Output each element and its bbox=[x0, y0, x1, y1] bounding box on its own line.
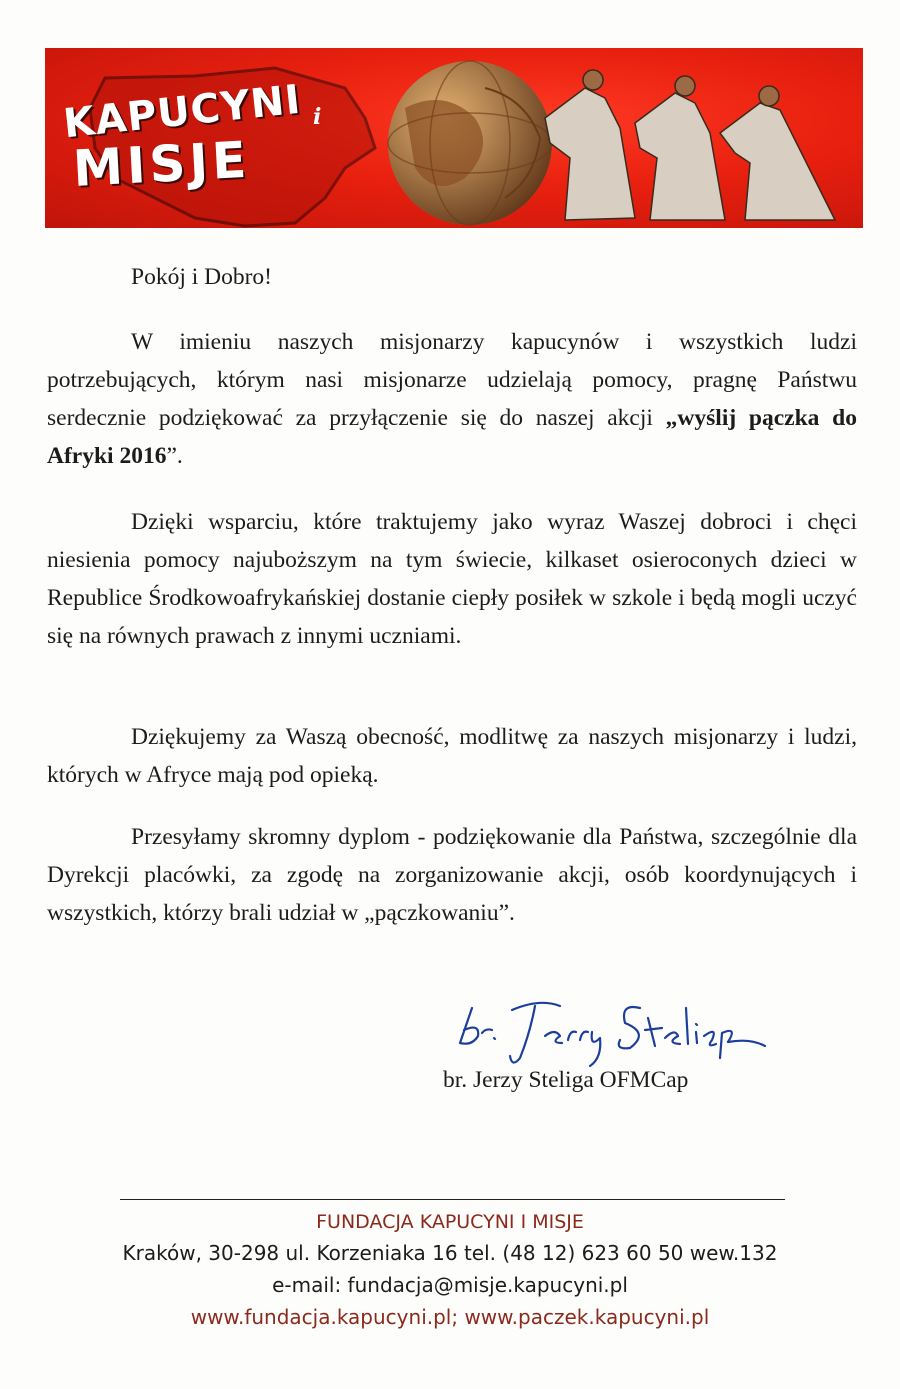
handwritten-signature bbox=[450, 988, 770, 1073]
logo-conjunction: i bbox=[313, 104, 322, 130]
logo-subtitle: MISJE bbox=[71, 130, 252, 198]
logo-title: KAPUCYNI bbox=[61, 76, 304, 148]
paragraph-thanks bbox=[47, 323, 857, 475]
globe-icon bbox=[388, 61, 552, 225]
greeting: Pokój i Dobro! bbox=[131, 264, 272, 290]
paragraph-diploma-text: Przesyłamy skromny dyplom - podziękowanie dla Państwa, szczególnie dla Dyrekcji placówki, za zgodę na zorganizowanie akcji, osób koordynujących i wszystkich, którzy brali udział w „pączkowaniu”. bbox=[47, 824, 857, 926]
footer-websites[interactable]: www.fundacja.kapucyni.pl; www.paczek.kapucyni.pl bbox=[190, 1305, 710, 1329]
logo bbox=[61, 76, 322, 198]
paragraph-gratitude bbox=[47, 718, 857, 794]
footer-email[interactable]: e-mail: fundacja@misje.kapucyni.pl bbox=[272, 1273, 628, 1297]
paragraph-thanks-end: ”. bbox=[166, 443, 183, 469]
footer-address: Kraków, 30-298 ul. Korzeniaka 16 tel. (48 12) 623 60 50 wew.132 bbox=[122, 1241, 778, 1265]
signatory-name: br. Jerzy Steliga OFMCap bbox=[443, 1067, 689, 1093]
paragraph-gratitude-text: Dziękujemy za Waszą obecność, modlitwę za naszych misjonarzy i ludzi, których w Afryce mają pod opieką. bbox=[47, 724, 857, 788]
footer-organization: FUNDACJA KAPUCYNI I MISJE bbox=[316, 1211, 584, 1233]
footer-divider bbox=[120, 1199, 785, 1200]
paragraph-thanks-text: W imieniu naszych misjonarzy kapucynów i wszystkich ludzi potrzebujących, którym nasi misjonarze udzielają pomocy, pragnę Państwu serdecznie podziękować za przyłączenie się do naszej akcji bbox=[47, 329, 857, 431]
paragraph-diploma bbox=[47, 818, 857, 932]
paragraph-support bbox=[47, 503, 857, 655]
friars-illustration-icon bbox=[545, 70, 835, 220]
paragraph-support-text: Dzięki wsparciu, które traktujemy jako wyraz Waszej dobroci i chęci niesienia pomocy najuboższym na tym świecie, kilkaset osieroconych dzieci w Republice Środkowoafrykańskiej dostanie ciepły posiłek w szkole i będą mogli uczyć się na równych prawach z innymi uczniami. bbox=[47, 509, 857, 649]
header-banner bbox=[45, 48, 863, 228]
campaign-name: „wyślij pączka do Afryki 2016 bbox=[47, 405, 857, 469]
